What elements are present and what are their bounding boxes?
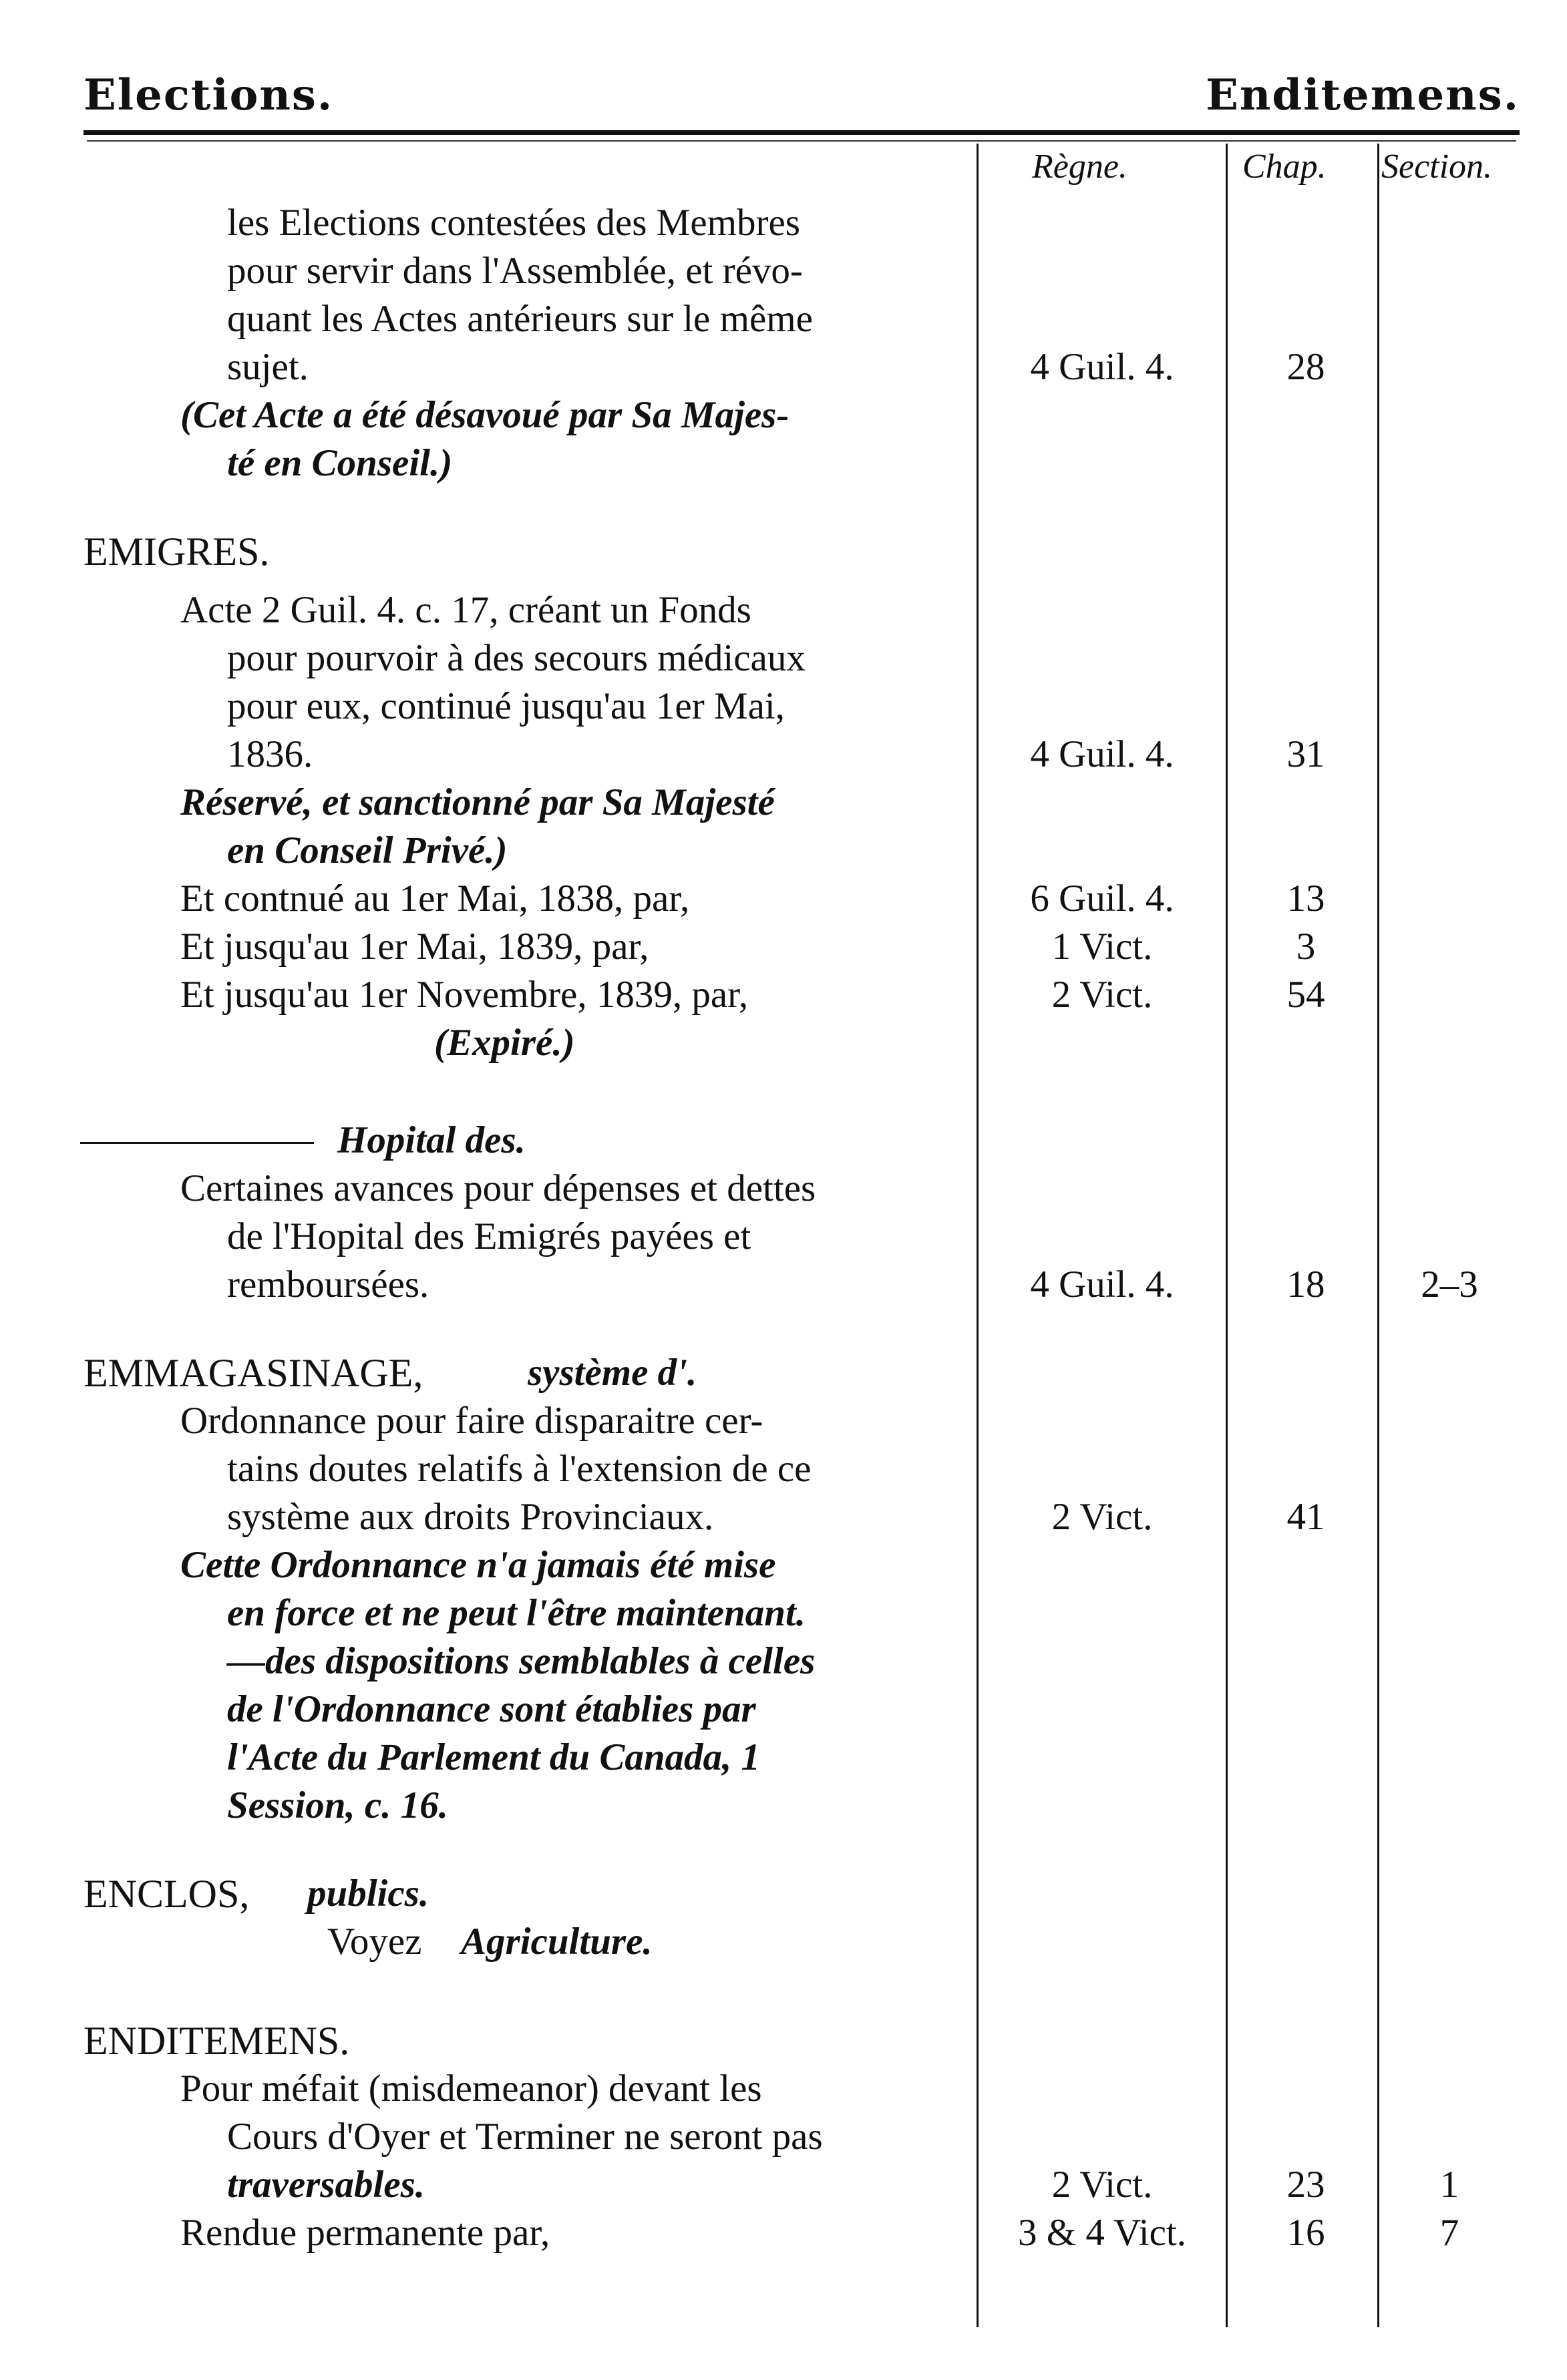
entry-line: Et jusqu'au 1er Novembre, 1839, par,: [180, 974, 749, 1016]
entry-note: Cette Ordonnance n'a jamais été mise: [180, 1544, 776, 1586]
column-divider-regne: [977, 144, 979, 2327]
entry-line: pour eux, continué jusqu'au 1er Mai,: [227, 685, 785, 727]
regne-value: 4 Guil. 4.: [1030, 733, 1174, 775]
section-heading-italic: publics.: [307, 1872, 429, 1915]
entry-line: Et jusqu'au 1er Mai, 1839, par,: [180, 926, 649, 968]
entry-note: té en Conseil.): [227, 442, 453, 484]
section-value: 1: [1439, 2164, 1459, 2206]
entry-line: tains doutes relatifs à l'extension de ce: [227, 1448, 812, 1490]
column-head-chap: Chap.: [1242, 148, 1327, 186]
running-header: [83, 63, 1520, 124]
entry-note: en Conseil Privé.): [227, 829, 508, 871]
entry-line: les Elections contestées des Membres: [227, 202, 800, 244]
section-value: 2–3: [1421, 1263, 1478, 1306]
chap-value: 16: [1286, 2212, 1325, 2254]
subsection-heading: Hopital des.: [337, 1119, 526, 1161]
regne-value: 2 Vict.: [1051, 2164, 1153, 2206]
entry-note: traversables.: [227, 2164, 425, 2206]
entry-note: en force et ne peut l'être maintenant.: [227, 1592, 806, 1634]
section-heading: ENDITEMENS.: [83, 2019, 350, 2063]
entry-line: système aux droits Provinciaux.: [227, 1496, 714, 1538]
entry-note: Réservé, et sanctionné par Sa Majesté: [180, 781, 775, 823]
regne-value: 4 Guil. 4.: [1030, 346, 1174, 388]
entry-line: 1836.: [227, 733, 313, 775]
column-head-section: Section.: [1381, 148, 1493, 186]
header-rule-thin: [87, 140, 1516, 142]
entry-line: remboursées.: [227, 1263, 429, 1306]
chap-value: 23: [1286, 2164, 1325, 2206]
regne-value: 2 Vict.: [1051, 1496, 1153, 1538]
chap-value: 18: [1286, 1263, 1325, 1306]
entry-line: Certaines avances pour dépenses et dettes: [180, 1167, 816, 1209]
section-heading-italic: système d'.: [528, 1352, 697, 1394]
ditto-dash: [80, 1142, 314, 1144]
regne-value: 4 Guil. 4.: [1030, 1263, 1174, 1306]
column-divider-section: [1377, 144, 1379, 2327]
entry-note: (Cet Acte a été désavoué par Sa Majes-: [180, 394, 790, 436]
chap-value: 3: [1296, 926, 1316, 968]
entry-line: de l'Hopital des Emigrés payées et: [227, 1215, 751, 1257]
entry-line: Cours d'Oyer et Terminer ne seront pas: [227, 2116, 823, 2158]
chap-value: 41: [1286, 1496, 1325, 1538]
section-heading: EMIGRES.: [83, 530, 270, 574]
entry-line: Ordonnance pour faire disparaitre cer-: [180, 1400, 763, 1442]
regne-value: 3 & 4 Vict.: [1017, 2212, 1187, 2254]
entry-line: sujet.: [227, 346, 309, 388]
chap-value: 54: [1286, 974, 1325, 1016]
header-left: Elections.: [83, 70, 334, 120]
header-right: Enditemens.: [1206, 70, 1520, 120]
entry-line: Et contnué au 1er Mai, 1838, par,: [180, 877, 690, 920]
section-heading: ENCLOS,: [83, 1872, 250, 1916]
entry-line: Pour méfait (misdemeanor) devant les: [180, 2067, 762, 2110]
entry-note: —des dispositions semblables à celles: [227, 1640, 816, 1682]
column-divider-chap: [1226, 144, 1228, 2327]
entry-note: Session, c. 16.: [227, 1784, 448, 1826]
chap-value: 31: [1286, 733, 1325, 775]
regne-value: 6 Guil. 4.: [1030, 877, 1174, 920]
entry-note: l'Acte du Parlement du Canada, 1: [227, 1736, 761, 1778]
entry-line: pour servir dans l'Assemblée, et révo-: [227, 250, 803, 292]
section-value: 7: [1439, 2212, 1459, 2254]
entry-note: (Expiré.): [434, 1022, 575, 1064]
entry-line: Rendue permanente par,: [180, 2212, 550, 2254]
header-rule-thick: [83, 130, 1520, 135]
entry-line: pour pourvoir à des secours médicaux: [227, 637, 806, 679]
see-also-label: Voyez: [327, 1921, 422, 1963]
entry-line: quant les Actes antérieurs sur le même: [227, 298, 813, 340]
regne-value: 1 Vict.: [1051, 926, 1153, 968]
see-also-target: Agriculture.: [461, 1921, 653, 1963]
column-head-regne: Règne.: [1032, 148, 1127, 186]
entry-line: Acte 2 Guil. 4. c. 17, créant un Fonds: [180, 589, 751, 631]
entry-note: de l'Ordonnance sont établies par: [227, 1688, 756, 1730]
section-heading: EMMAGASINAGE,: [83, 1351, 423, 1395]
chap-value: 13: [1286, 877, 1325, 920]
chap-value: 28: [1286, 346, 1325, 388]
regne-value: 2 Vict.: [1051, 974, 1153, 1016]
